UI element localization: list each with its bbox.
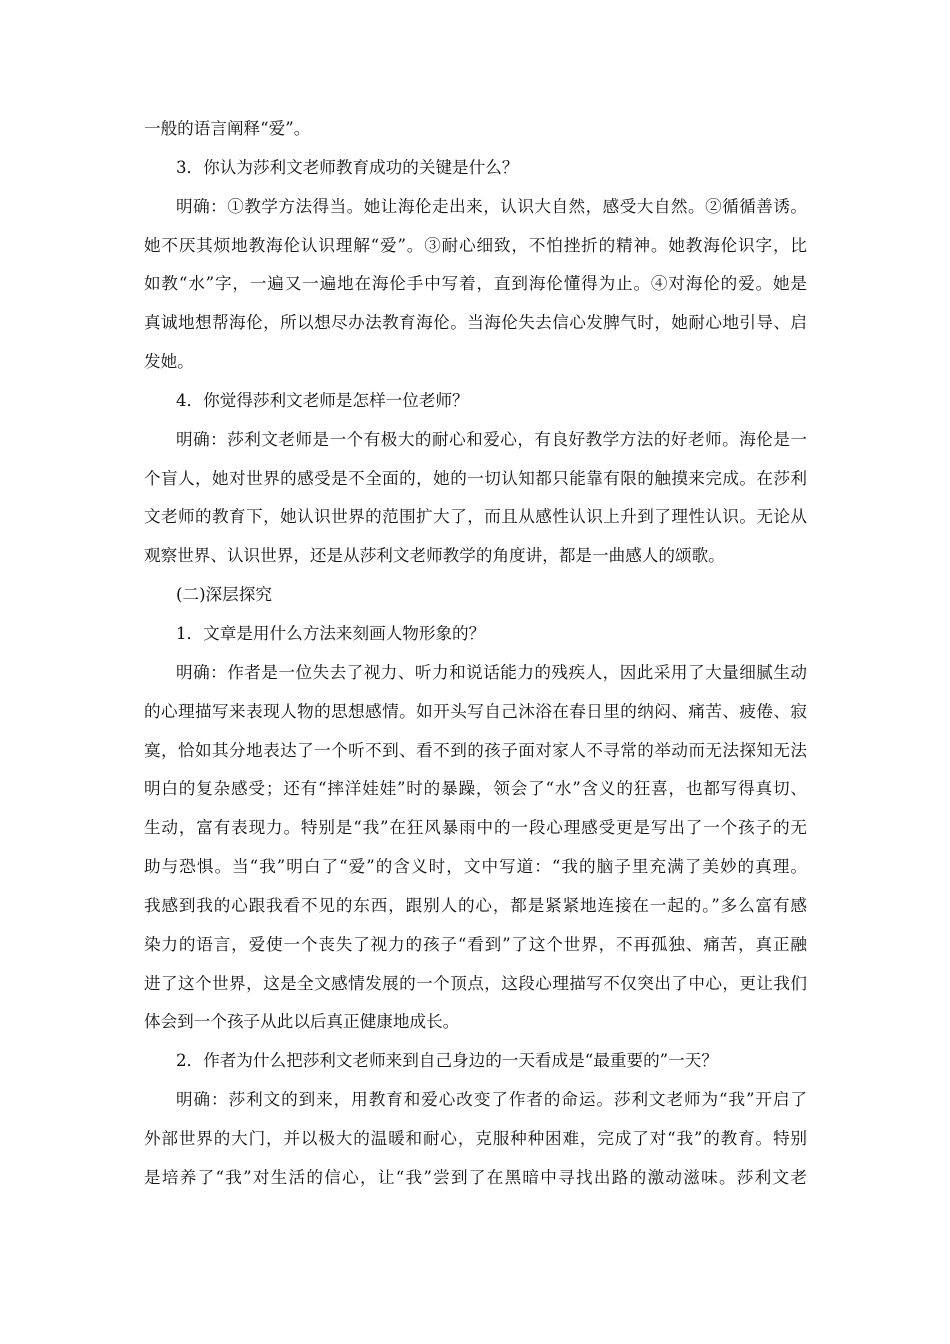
text-line: 4．你觉得莎利文老师是怎样一位老师？ (176, 390, 469, 410)
text-line: 1．文章是用什么方法来刻画人物形象的？ (176, 623, 486, 643)
text-line: 她不厌其烦地教海伦认识理解“爱”。③耐心细致，不怕挫折的精神。她教海伦识字，比 (144, 235, 807, 255)
document-page (144, 110, 807, 1198)
text-line: 真诚地想帮海伦，所以想尽办法教育海伦。当海伦失去信心发脾气时，她耐心地引导、启 (144, 313, 807, 333)
text-line: 3．你认为莎利文老师教育成功的关键是什么？ (176, 157, 519, 177)
text-line: (二)深层探究 (176, 585, 272, 605)
text-line: 观察世界、认识世界，还是从莎利文老师教学的角度讲，都是一曲感人的颂歌。 (144, 546, 725, 566)
text-line: 明确：①教学方法得当。她让海伦走出来，认识大自然，感受大自然。②循循善诱。 (176, 196, 807, 216)
text-line: 2．作者为什么把莎利文老师来到自己身边的一天看成是“最重要的”一天？ (176, 1051, 718, 1071)
text-line: 明确：莎利文的到来，用教育和爱心改变了作者的命运。莎利文老师为“我”开启了 (176, 1090, 807, 1110)
text-line: 如教“水”字，一遍又一遍地在海伦手中写着，直到海伦懂得为止。④对海伦的爱。她是 (144, 274, 807, 294)
text-line: 是培养了“我”对生活的信心，让“我”尝到了在黑暗中寻找出路的激动滋味。莎利文老 (144, 1167, 807, 1187)
text-line: 一般的语言阐释“爱”。 (144, 119, 311, 138)
text-line: 体会到一个孩子从此以后真正健康地成长。 (144, 1012, 460, 1032)
text-line: 进了这个世界，这是全文感情发展的一个顶点，这段心理描写不仅突出了中心，更让我们 (144, 973, 807, 993)
text-line: 文老师的教育下，她认识世界的范围扩大了，而且从感性认识上升到了理性认识。无论从 (144, 507, 807, 527)
text-line: 个盲人，她对世界的感受是不全面的，她的一切认知都只能靠有限的触摸来完成。在莎利 (144, 468, 807, 488)
text-line: 明确：莎利文老师是一个有极大的耐心和爱心，有良好教学方法的好老师。海伦是一 (176, 429, 807, 449)
text-line: 明确：作者是一位失去了视力、听力和说话能力的残疾人，因此采用了大量细腻生动 (176, 662, 807, 682)
text-line: 明白的复杂感受；还有“摔洋娃娃”时的暴躁，领会了“水”含义的狂喜，也都写得真切、 (144, 779, 807, 799)
text-line: 生动，富有表现力。特别是“我”在狂风暴雨中的一段心理感受更是写出了一个孩子的无 (144, 818, 807, 838)
text-line: 的心理描写来表现人物的思想感情。如开头写自己沐浴在春日里的纳闷、痛苦、疲倦、寂 (144, 701, 807, 721)
text-line: 外部世界的大门，并以极大的温暖和耐心，克服种种困难，完成了对“我”的教育。特别 (144, 1128, 807, 1148)
text-line: 我感到我的心跟我看不见的东西，跟别人的心，都是紧紧地连接在一起的。”多么富有感 (144, 895, 807, 915)
text-line: 发她。 (144, 352, 194, 372)
text-line: 助与恐惧。当“我”明白了“爱”的含义时，文中写道：“我的脑子里充满了美妙的真理。 (144, 857, 807, 877)
text-line: 染力的语言，爱使一个丧失了视力的孩子“看到”了这个世界，不再孤独、痛苦，真正融 (144, 934, 807, 954)
text-line: 寞，恰如其分地表达了一个听不到、看不到的孩子面对家人不寻常的举动而无法探知无法 (144, 740, 807, 760)
